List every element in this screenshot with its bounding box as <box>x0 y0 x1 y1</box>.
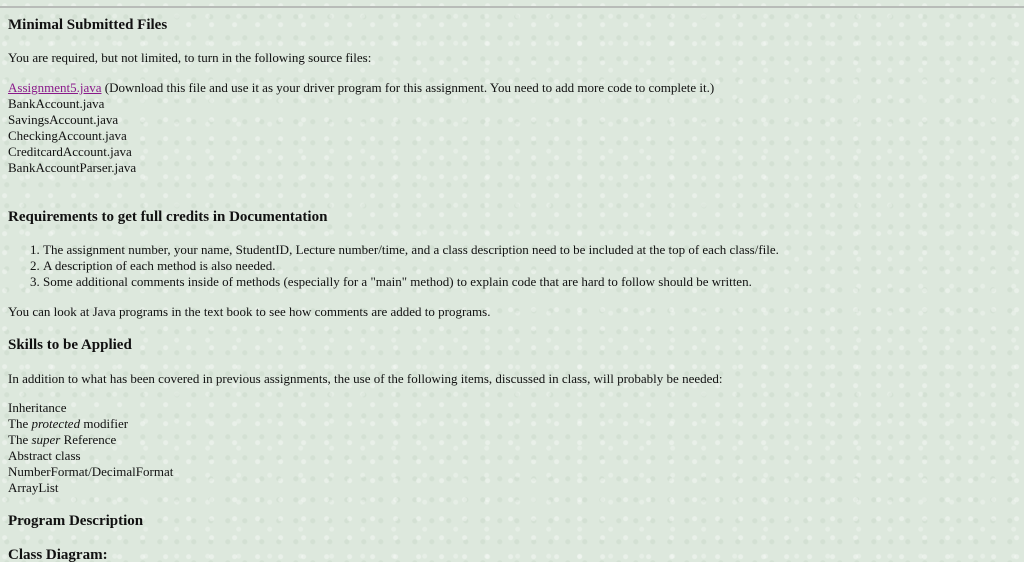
skill-item: ArrayList <box>8 480 59 495</box>
skills-heading: Skills to be Applied <box>8 337 132 353</box>
skill-item: Abstract class <box>8 448 81 463</box>
skills-list <box>8 400 173 496</box>
skill-item: NumberFormat/DecimalFormat <box>8 464 174 479</box>
requirement-item: 3. Some additional comments inside of methods (especially for a "main" method) to explain code that are hard to follow should be written. <box>43 274 779 290</box>
documentation-note: You can look at Java programs in the text book to see how comments are added to programs. <box>8 304 491 319</box>
skill-item <box>8 432 173 448</box>
driver-file-line <box>8 80 714 96</box>
file-item: CreditcardAccount.java <box>8 144 132 159</box>
class-diagram-heading: Class Diagram: <box>8 547 108 562</box>
skill-text: The <box>8 416 32 431</box>
submitted-files-heading: Minimal Submitted Files <box>8 17 168 33</box>
submitted-files-intro: You are required, but not limited, to turn in the following source files: <box>8 50 372 65</box>
skill-text: Reference <box>60 432 117 447</box>
skill-item: Inheritance <box>8 400 67 415</box>
skill-emphasis: protected <box>31 416 81 431</box>
program-description-heading: Program Description <box>8 513 144 529</box>
skill-text: The <box>8 432 32 447</box>
assignment5-link[interactable]: Assignment5.java <box>8 80 102 95</box>
skill-item <box>8 416 173 432</box>
submitted-files-list <box>8 80 714 176</box>
skill-text: modifier <box>80 416 129 431</box>
documentation-heading: Requirements to get full credits in Documentation <box>8 209 328 225</box>
file-item: BankAccount.java <box>8 96 105 111</box>
file-item: BankAccountParser.java <box>8 160 137 175</box>
top-divider <box>0 6 1024 8</box>
file-item: CheckingAccount.java <box>8 128 127 143</box>
driver-file-note: (Download this file and use it as your driver program for this assignment. You need to add more code to complete it.) <box>101 80 715 95</box>
skill-emphasis: super <box>31 432 61 447</box>
skills-intro: In addition to what has been covered in previous assignments, the use of the following items, discussed in class, will probably be needed: <box>8 371 723 386</box>
requirement-item: 1. The assignment number, your name, StudentID, Lecture number/time, and a class description need to be included at the top of each class/file. <box>43 242 779 258</box>
requirement-item: 2. A description of each method is also needed. <box>43 258 779 274</box>
documentation-requirements-list <box>8 242 779 290</box>
file-item: SavingsAccount.java <box>8 112 119 127</box>
